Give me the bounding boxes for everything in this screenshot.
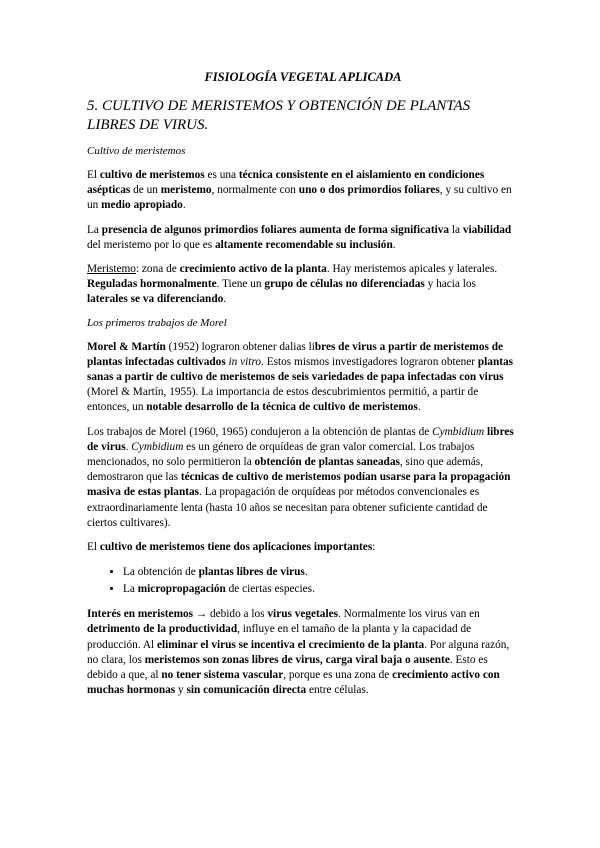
text-run: , normalmente con: [211, 184, 299, 197]
list-item: [123, 581, 519, 598]
text-run: La: [87, 223, 102, 236]
text-run: micropropagación: [137, 583, 226, 596]
subheading-morel: Los primeros trabajos de Morel: [87, 316, 227, 329]
text-run: . Estos mismos investigadores lograron obtener: [261, 355, 478, 368]
subheading-cultivo: Cultivo de meristemos: [87, 145, 186, 157]
text-run: .: [223, 293, 227, 306]
text-run: in vitro: [228, 355, 262, 368]
text-run: Morel & Martín: [87, 340, 166, 353]
text-run: Cymbidium: [131, 440, 184, 453]
text-run: .: [392, 238, 396, 251]
section-heading: 5. CULTIVO DE MERISTEMOS Y OBTENCIÓN DE PLANTAS LIBRES DE VIRUS.: [87, 98, 471, 133]
text-run: libres de virus: [87, 425, 514, 453]
text-run: cultivo de meristemos: [99, 169, 205, 181]
text-run: virus vegetales: [267, 608, 338, 621]
text-run: cultivo de meristemos tiene dos aplicaciones importantes: [99, 541, 373, 554]
text-run: Reguladas hormonalmente: [87, 278, 217, 291]
text-run: . Normalmente los virus van en: [338, 608, 480, 621]
text-run: uno o dos primordios foliares: [298, 184, 440, 197]
text-run: obtención de plantas saneadas: [254, 456, 400, 469]
text-run: → debido a los: [193, 608, 268, 621]
text-run: El: [87, 541, 100, 554]
text-run: (Morel & Martín, 1955). La importancia de estos descubrimientos permitió, a partir de entonces, un: [87, 386, 479, 414]
text-run: .: [125, 440, 132, 453]
text-run: de ciertas especies.: [225, 583, 315, 596]
text-run: , porque es una zona de: [283, 669, 393, 682]
text-run: crecimiento activo con muchas hormonas: [87, 669, 500, 697]
text-run: bres de virus a partir de meristemos de plantas infectadas cultivados: [87, 340, 504, 368]
text-run: (1952) lograron obtener dalias li: [165, 340, 315, 353]
text-run: . Por alguna razón, no clara, los: [87, 638, 510, 666]
text-run: :: [372, 541, 376, 554]
text-run: notable desarrollo de la técnica de cultivo de meristemos: [146, 401, 418, 414]
text-run: de un: [130, 184, 161, 197]
text-run: laterales se va diferenciando: [87, 293, 224, 306]
document-title: FISIOLOGÍA VEGETAL APLICADA: [204, 70, 402, 84]
text-run: meristemos son zonas libres de virus, carga viral baja o ausente: [144, 653, 450, 666]
text-run: .: [182, 199, 186, 212]
text-run: . La propagación de orquídeas por métodos convencionales es extraordinariamente lenta (hasta 10 años se necesitan para obtener suficiente cantidad de ciertos cultivares).: [87, 486, 488, 529]
paragraph-cymbidium: [87, 425, 519, 531]
text-run: y: [175, 684, 187, 697]
text-run: . Hay meristemos apicales y laterales.: [326, 263, 498, 276]
text-run: la: [449, 223, 463, 236]
text-run: y hacia los: [424, 278, 476, 291]
text-run: técnica consistente en el aislamiento en condiciones asépticas: [87, 169, 485, 197]
text-run: La: [123, 583, 138, 596]
text-run: .: [417, 401, 421, 414]
text-run: , sino que además, demostraron que las: [87, 456, 484, 484]
text-run: , y su cultivo en un: [87, 184, 512, 212]
document-page: [87, 70, 519, 707]
text-run: La obtención de: [123, 566, 199, 579]
text-run: crecimiento activo de la planta: [179, 263, 327, 276]
paragraph-definition: [87, 168, 519, 214]
paragraph-primordios: [87, 223, 519, 253]
text-run: técnicas de cultivo de meristemos podían usarse para la propagación masiva de estas plantas: [87, 471, 511, 499]
paragraph-interes: [87, 607, 519, 698]
text-run: . Esto es debido a que, al: [87, 653, 488, 682]
text-run: grupo de células no diferenciadas: [264, 278, 425, 291]
text-run: : zona de: [135, 263, 180, 276]
text-run: sin comunicación directa: [186, 684, 307, 697]
text-run: Cymbidium: [432, 425, 485, 438]
paragraph-aplicaciones: [87, 540, 519, 555]
text-run: Meristemo: [87, 263, 136, 276]
paragraph-morel-martin: [87, 340, 519, 416]
paragraph-meristemo: [87, 262, 519, 308]
text-run: Los trabajos de Morel (1960, 1965) condujeron a la obtención de plantas de: [87, 425, 433, 438]
text-run: detrimento de la productividad: [87, 623, 238, 636]
text-run: es un género de orquídeas de gran valor comercial. Los trabajos mencionados, no solo permitieron la: [87, 440, 475, 469]
text-run: meristemo: [160, 184, 212, 197]
text-run: plantas libres de virus: [198, 566, 305, 579]
text-run: Interés en meristemos: [87, 608, 194, 621]
text-run: entre células.: [306, 684, 369, 697]
text-run: viabilidad: [462, 223, 512, 236]
text-run: . Tiene un: [216, 278, 265, 291]
text-run: , influye en el tamaño de la planta y la capacidad de producción. Al: [87, 623, 472, 651]
text-run: presencia de algunos primordios foliares aumenta de forma significativa: [101, 223, 450, 236]
text-run: medio apropiado: [101, 199, 183, 212]
text-run: eliminar el virus se incentiva el crecimiento de la planta: [156, 638, 425, 651]
text-run: es una: [204, 169, 239, 181]
text-run: no tener sistema vascular: [161, 669, 284, 682]
text-run: del meristemo por lo que es: [87, 238, 216, 251]
text-run: El: [87, 169, 100, 181]
text-run: altamente recomendable su inclusión: [215, 238, 393, 251]
text-run: .: [304, 566, 308, 579]
list-item: [123, 564, 519, 581]
applications-list: [87, 564, 519, 598]
text-run: plantas sanas a partir de cultivo de meristemos de seis variedades de papa infectadas con virus: [87, 355, 514, 384]
